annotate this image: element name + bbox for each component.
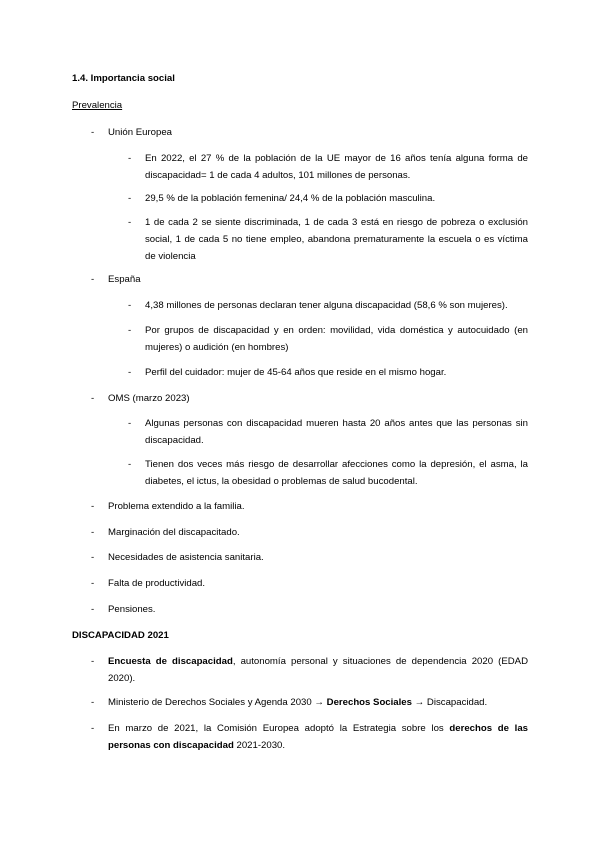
bullet-dash: - <box>91 527 95 538</box>
bullet-dash: - <box>91 723 95 734</box>
bullet-dash: - <box>91 127 95 138</box>
comision-bold: derechos de las personas con discapacidad <box>108 723 529 751</box>
other-item-4: Falta de productividad. <box>108 578 206 589</box>
bullet-dash: - <box>91 501 95 512</box>
comision-post: 2021-2030. <box>233 740 286 751</box>
oms-label: OMS (marzo 2023) <box>108 393 190 404</box>
bullet-dash: - <box>91 393 95 404</box>
espana-label: España <box>108 274 141 285</box>
bullet-dash: - <box>91 552 95 563</box>
ministerio-item <box>108 694 528 711</box>
ministerio-post: → Discapacidad. <box>411 697 488 708</box>
bullet-dash: - <box>91 578 95 589</box>
other-item-3: Necesidades de asistencia sanitaria. <box>108 552 264 563</box>
bullet-dash: - <box>91 656 95 667</box>
other-item-1: Problema extendido a la familia. <box>108 501 245 512</box>
bullet-dash: - <box>128 325 132 336</box>
bullet-dash: - <box>128 193 132 204</box>
comision-item <box>108 720 528 754</box>
other-item-5: Pensiones. <box>108 604 156 615</box>
ue-label: Unión Europea <box>108 127 173 138</box>
ue-item-1: En 2022, el 27 % de la población de la UE mayor de 16 años tenía alguna forma de discapacidad= 1 de cada 4 adultos, 101 millones de personas. <box>145 153 528 181</box>
oms-item-1: Algunas personas con discapacidad mueren hasta 20 años antes que las personas sin discapacidad. <box>145 418 528 446</box>
comision-pre: En marzo de 2021, la Comisión Europea adoptó la Estrategia sobre los <box>108 723 450 734</box>
bullet-dash: - <box>128 367 132 378</box>
encuesta-bold: Encuesta de discapacidad <box>108 656 233 667</box>
bullet-dash: - <box>128 418 132 429</box>
bullet-dash: - <box>91 697 95 708</box>
other-item-2: Marginación del discapacitado. <box>108 527 240 538</box>
prevalencia-heading: Prevalencia <box>72 100 123 111</box>
bullet-dash: - <box>128 153 132 164</box>
bullet-dash: - <box>91 274 95 285</box>
encuesta-item <box>108 653 528 687</box>
ministerio-pre: Ministerio de Derechos Sociales y Agenda 2030 → <box>108 697 327 708</box>
ue-item-3: 1 de cada 2 se siente discriminada, 1 de cada 3 está en riesgo de pobreza o exclusión social, 1 de cada 5 no tiene empleo, abandona prematuramente la escuela o es víctima de violencia <box>145 217 528 262</box>
ministerio-bold: Derechos Sociales <box>326 697 412 708</box>
bullet-dash: - <box>128 217 132 228</box>
encuesta-rest: , autonomía personal y situaciones de dependencia 2020 (EDAD 2020). <box>108 656 528 684</box>
discapacidad-heading: DISCAPACIDAD 2021 <box>72 630 169 641</box>
bullet-dash: - <box>91 604 95 615</box>
espana-item-3: Perfil del cuidador: mujer de 45-64 años que reside en el mismo hogar. <box>145 367 447 378</box>
ue-item-2: 29,5 % de la población femenina/ 24,4 % de la población masculina. <box>145 193 436 204</box>
section-title: 1.4. Importancia social <box>72 73 175 84</box>
bullet-dash: - <box>128 300 132 311</box>
bullet-dash: - <box>128 459 132 470</box>
espana-item-2: Por grupos de discapacidad y en orden: movilidad, vida doméstica y autocuidado (en mujeres) o audición (en hombres) <box>145 325 528 353</box>
oms-item-2: Tienen dos veces más riesgo de desarrollar afecciones como la depresión, el asma, la diabetes, el ictus, la obesidad o problemas de salud bucodental. <box>145 459 528 487</box>
espana-item-1: 4,38 millones de personas declaran tener alguna discapacidad (58,6 % son mujeres). <box>145 300 508 311</box>
